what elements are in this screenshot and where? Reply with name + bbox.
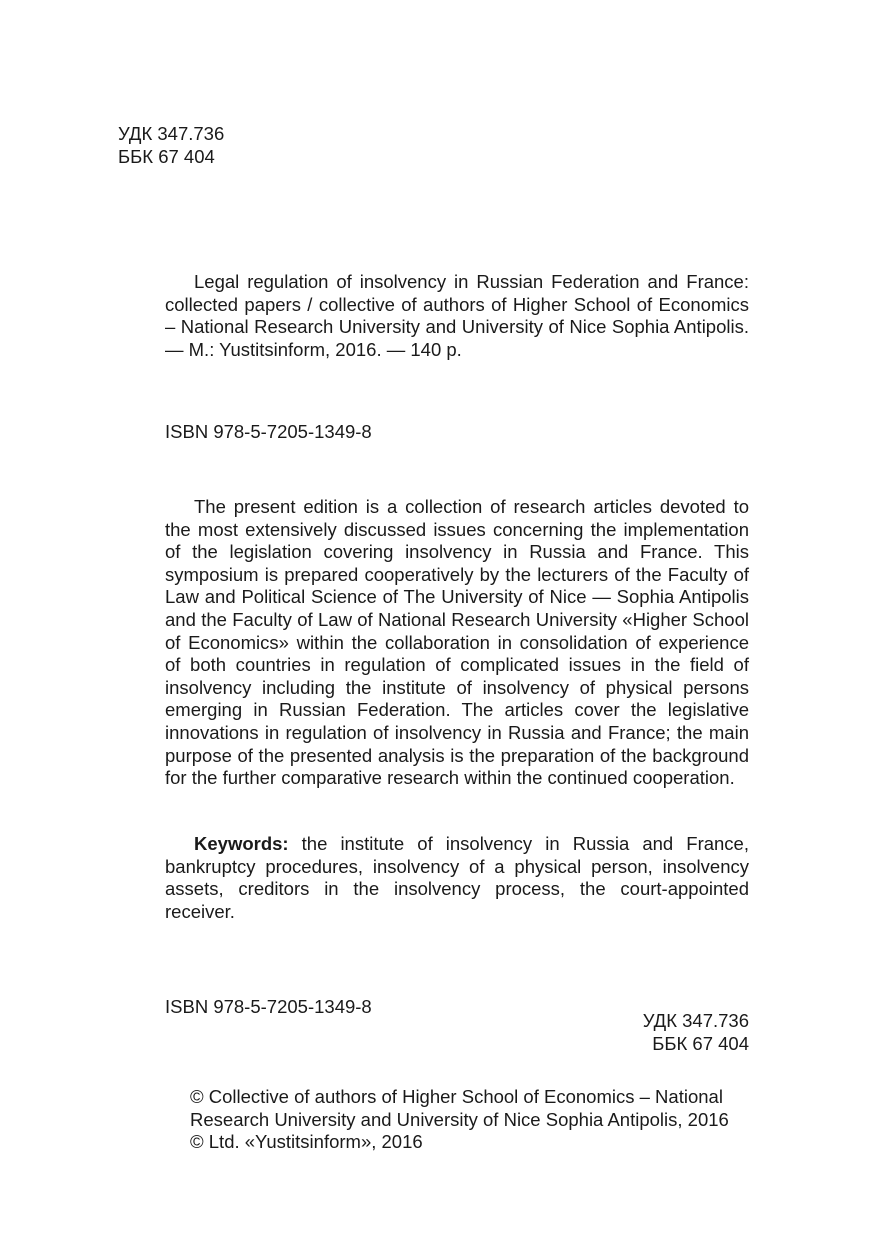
classification-codes-bottom [643, 1010, 749, 1055]
udk-code: УДК 347.736 [118, 123, 225, 144]
copyright-line-2: Research University and University of Nice Sophia Antipolis, 2016 [190, 1108, 729, 1130]
bbk-code-bottom: ББК 67 404 [652, 1032, 749, 1054]
udk-code-bottom: УДК 347.736 [642, 1010, 749, 1031]
keywords-text: the institute of insolvency in Russia and France, bankruptcy procedures, insolvency of a physical person, insolvency assets, creditors in the insolvency process, the court-appointed receiver. [165, 833, 749, 922]
bibliographic-citation: Legal regulation of insolvency in Russian Federation and France: collected papers / collective of authors of Higher School of Economics – National Research University and University of Nice Sophia Antipolis. — M.: Yustitsinform, 2016. — 140 p. [165, 271, 749, 360]
copyright-notice [190, 1086, 750, 1154]
keywords-label: Keywords: [194, 833, 289, 854]
isbn-bottom: ISBN 978-5-7205-1349-8 [165, 996, 372, 1017]
abstract-paragraph: The present edition is a collection of research articles devoted to the most extensively discussed issues concerning the implementation of the legislation covering insolvency in Russia and France. This symposium is prepared cooperatively by the lecturers of the Faculty of Law and Political Science of The University of Nice — Sophia Antipolis and the Faculty of Law of National Research University «Higher School of Economics» within the collaboration in consolidation of experience of both countries in regulation of complicated issues in the field of insolvency including the institute of insolvency of physical persons emerging in Russian Federation. The articles cover the legislative innovations in regulation of insolvency in Russia and France; the main purpose of the presented analysis is the preparation of the background for the further comparative research within the continued cooperation. [165, 496, 749, 789]
copyright-line-3: © Ltd. «Yustitsinform», 2016 [190, 1131, 423, 1153]
isbn-top: ISBN 978-5-7205-1349-8 [165, 421, 372, 442]
keywords-paragraph [165, 833, 749, 923]
classification-codes-top [118, 123, 224, 168]
copyright-line-1: © Collective of authors of Higher School of Economics – National [190, 1086, 723, 1107]
bbk-code: ББК 67 404 [118, 145, 215, 167]
